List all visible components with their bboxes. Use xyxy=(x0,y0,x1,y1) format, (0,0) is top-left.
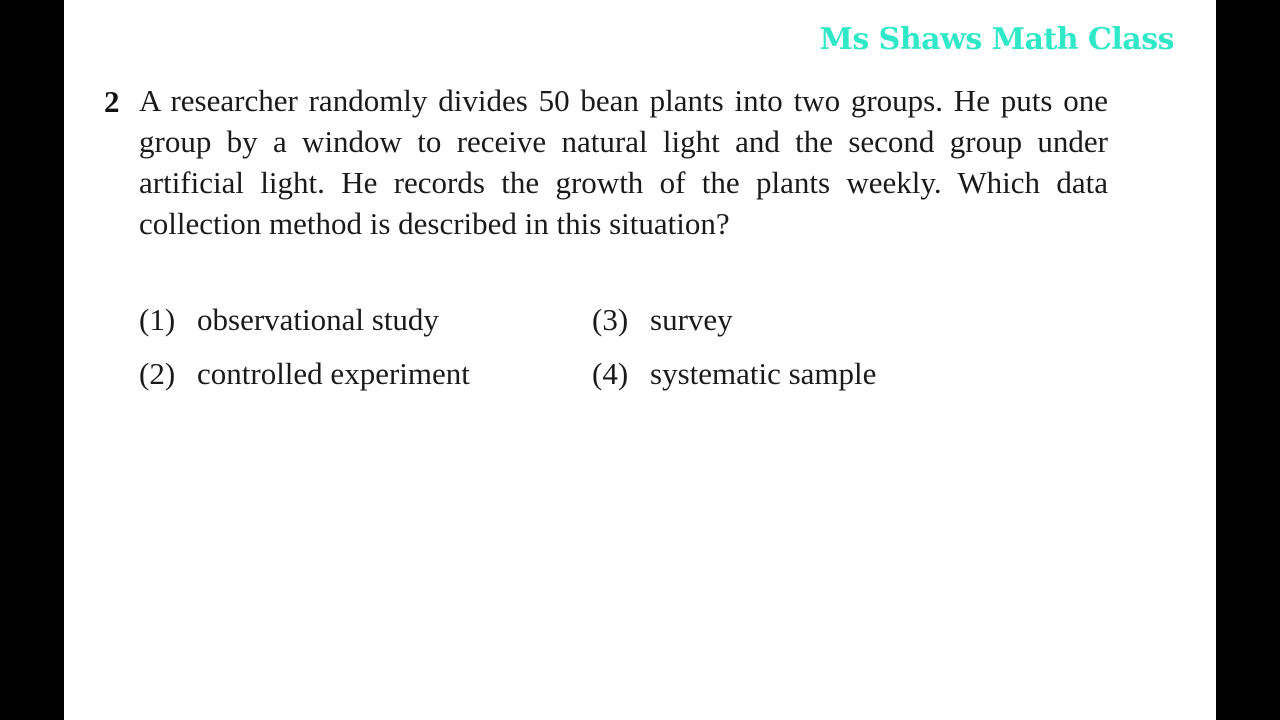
choice-1 xyxy=(139,302,439,338)
question-page xyxy=(64,0,1216,720)
choice-number: (2) xyxy=(139,356,176,391)
choice-number: (1) xyxy=(139,302,176,337)
choice-number: (4) xyxy=(592,356,629,391)
question-text: A researcher randomly divides 50 bean plants into two groups. He puts one group by a window to receive natural light and the second group under artificial light. He records the growth of the plants weekly. Which data collection method is described in this situation? xyxy=(139,83,1108,241)
channel-watermark: Ms Shaws Math Class xyxy=(819,22,1174,57)
choice-2 xyxy=(139,356,470,392)
choice-text: systematic sample xyxy=(650,356,877,391)
choice-3 xyxy=(592,302,733,338)
choice-text: controlled experiment xyxy=(197,356,470,391)
choice-text: survey xyxy=(650,302,733,337)
choice-4 xyxy=(592,356,876,392)
choice-number: (3) xyxy=(592,302,629,337)
choice-text: observational study xyxy=(197,302,439,337)
question-number: 2 xyxy=(104,84,120,119)
